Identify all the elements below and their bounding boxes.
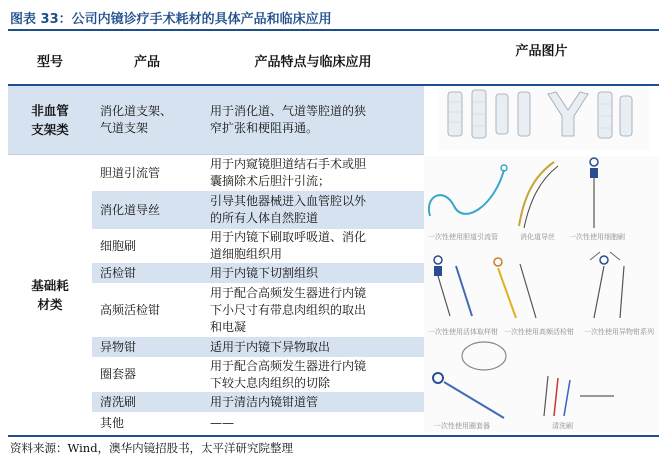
feature-line: 下较大息肉组织的切除 bbox=[210, 375, 331, 390]
category2-name-line2: 材类 bbox=[37, 296, 63, 312]
feature-line: 用于内窥镜胆道结石手术或胆 bbox=[210, 157, 367, 171]
feature-line: 用于配合高频发生器进行内镜 bbox=[210, 285, 367, 300]
footer-divider bbox=[8, 435, 659, 437]
table-row-product: 细胞刷 bbox=[100, 238, 137, 253]
feature-line: 用于内镜下刷取呼吸道、消化 bbox=[210, 230, 367, 244]
table-row-product: 其他 bbox=[100, 415, 125, 430]
foreign-body-icon bbox=[590, 252, 624, 318]
table-row-feature: —— bbox=[210, 415, 234, 430]
table-row-feature bbox=[210, 283, 424, 337]
table-row-feature bbox=[210, 229, 424, 263]
hot-biopsy-icon bbox=[494, 258, 536, 318]
header-features: 产品特点与临床应用 bbox=[254, 54, 372, 70]
feature-line: 引导其他器械进入血管腔以外 bbox=[210, 194, 367, 208]
figure-title-bar bbox=[8, 5, 659, 31]
category1-product bbox=[100, 86, 202, 154]
table-row-product: 胆道引流管 bbox=[100, 165, 161, 180]
feature-line: 和电凝 bbox=[210, 319, 247, 334]
stent-image bbox=[438, 86, 649, 150]
figure-title: 图表 33：公司内镜诊疗手术耗材的具体产品和临床应用 bbox=[10, 11, 332, 27]
caption-hot-biopsy: 一次性使用高频活检钳 bbox=[504, 328, 574, 336]
table-row-feature: 用于内镜下切割组织 bbox=[210, 265, 319, 280]
category1-feature bbox=[210, 86, 424, 154]
caption-snare: 一次性使用圈套器 bbox=[434, 422, 490, 430]
table-row-feature bbox=[210, 357, 424, 392]
table-row-product: 高频活检钳 bbox=[100, 302, 161, 317]
feature-line: 囊摘除术后胆汁引流； bbox=[210, 174, 331, 188]
category1-feature-line1: 用于消化道、气道等腔道的狭 bbox=[210, 104, 367, 118]
category1-product-line2: 气道支架 bbox=[100, 121, 149, 135]
category1-name bbox=[8, 86, 92, 154]
category1-name-line1: 非血管 bbox=[31, 103, 69, 118]
table-row-product: 活检钳 bbox=[100, 265, 137, 280]
category1-name-line2: 支架类 bbox=[31, 122, 69, 137]
table-row-product: 消化道导丝 bbox=[100, 202, 161, 217]
caption-brush: 一次性使用细胞刷 bbox=[569, 233, 625, 241]
caption-biopsy: 一次性使用活体取样钳 bbox=[428, 328, 498, 336]
source-note: 资料来源：Wind，澳华内镜招股书，太平洋研究院整理 bbox=[10, 441, 294, 455]
category1-feature-line2: 窄扩张和梗阻再通。 bbox=[210, 121, 319, 135]
caption-drainage: 一次性使用胆道引流管 bbox=[428, 233, 498, 241]
instrument-illustrations bbox=[424, 156, 659, 432]
drainage-tube-icon bbox=[429, 165, 507, 216]
category1-product-line1: 消化道支架、 bbox=[100, 104, 173, 118]
table-row-product: 圈套器 bbox=[100, 367, 137, 381]
brush-icon bbox=[590, 158, 598, 228]
table-row-feature: 用于清洁内镜钳道管 bbox=[210, 394, 319, 409]
table-row-feature bbox=[210, 155, 424, 191]
snare-icon bbox=[433, 342, 506, 418]
product-images bbox=[424, 156, 659, 432]
feature-line: 用于配合高频发生器进行内镜 bbox=[210, 358, 367, 373]
feature-line: 下小尺寸有带息肉组织的取出 bbox=[210, 302, 367, 317]
caption-foreign: 一次性使用异物钳系列 bbox=[584, 328, 654, 336]
table-row-product: 异物钳 bbox=[100, 339, 137, 354]
cleaning-brush-icon bbox=[544, 376, 614, 416]
category2-name bbox=[8, 155, 92, 434]
header-image: 产品图片 bbox=[515, 43, 568, 59]
table-row-feature bbox=[210, 191, 424, 229]
header-product: 产品 bbox=[133, 54, 160, 70]
caption-cleaning: 清洗刷 bbox=[552, 422, 573, 430]
feature-line: 的所有人体自然腔道 bbox=[210, 211, 319, 225]
biopsy-forceps-icon bbox=[434, 256, 472, 316]
feature-line: 道细胞组织用 bbox=[210, 247, 283, 261]
stent-icon bbox=[438, 86, 649, 150]
header-type: 型号 bbox=[36, 54, 63, 70]
table-row-feature: 适用于内镜下异物取出 bbox=[210, 339, 331, 354]
table-row-product: 清洗刷 bbox=[100, 394, 137, 409]
caption-guidewire: 消化道导丝 bbox=[520, 233, 555, 241]
guidewire-icon bbox=[519, 162, 558, 228]
category2-name-line1: 基础耗 bbox=[31, 277, 69, 293]
